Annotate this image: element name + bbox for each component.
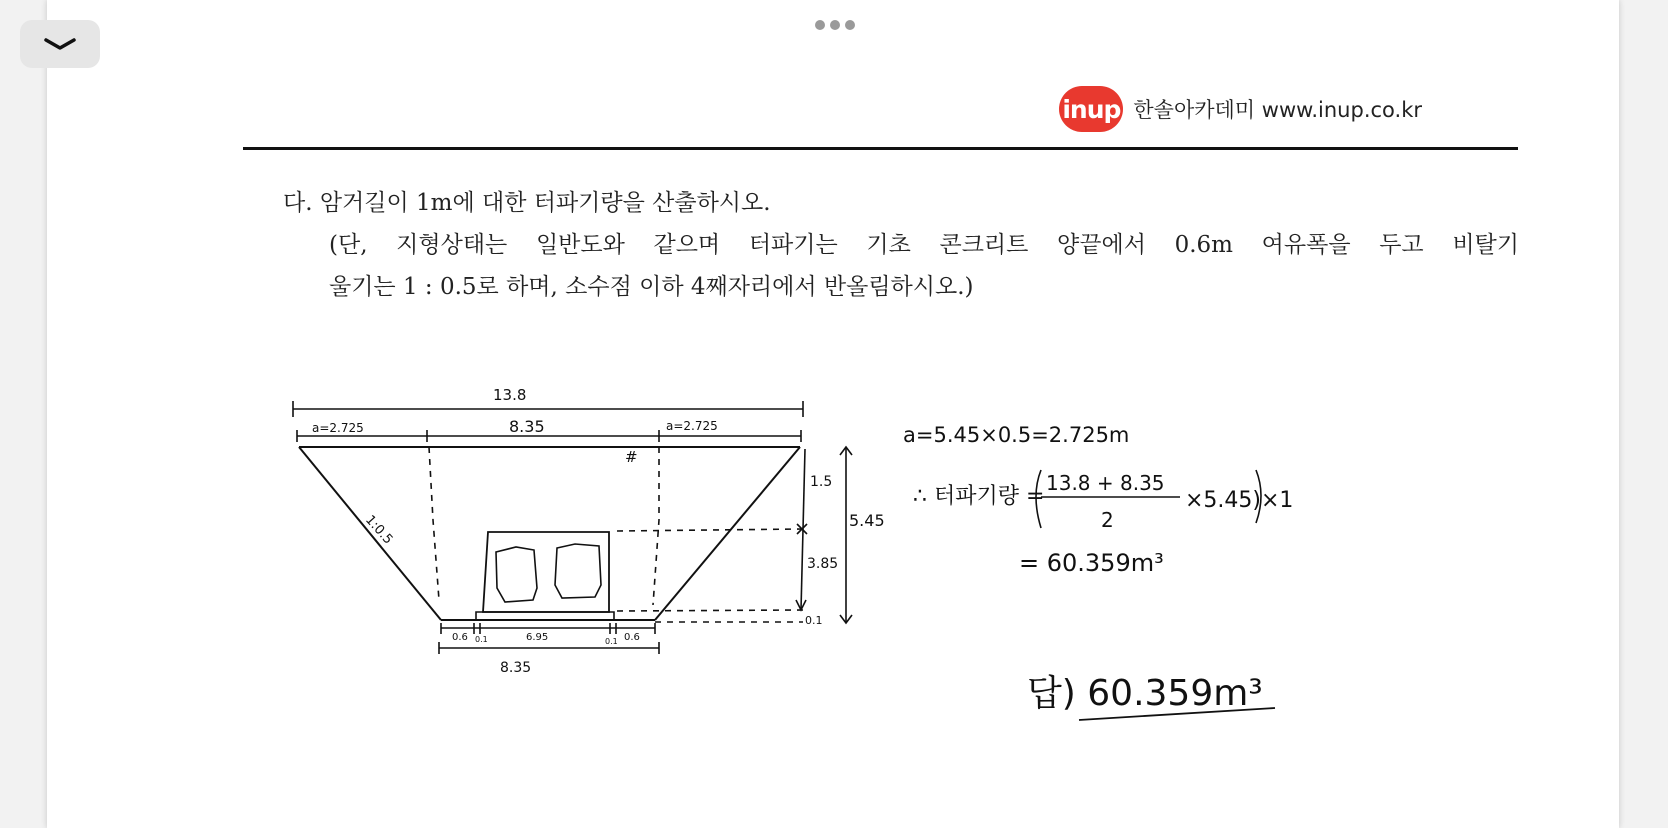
bottom-6.95-label: 6.95: [526, 632, 549, 643]
middle-width-label: 8.35: [509, 417, 545, 436]
inup-logo: inup: [1059, 86, 1123, 132]
more-options-button[interactable]: [810, 16, 860, 34]
solution-line2-suffix: ×5.45)×1: [1185, 488, 1294, 513]
bottom-0.6-right-label: 0.6: [624, 632, 640, 643]
question-condition-line1: (단, 지형상태는 일반도와 같으며 터파기는 기초 콘크리트 양끝에서 0.6m 여유폭을 두고 비탈기: [329, 232, 1519, 258]
dim-total-label: 5.45: [849, 511, 885, 530]
more-dots-icon: [845, 20, 855, 30]
bottom-0.6-left-label: 0.6: [452, 632, 468, 643]
bottom-0.1-right-label: 0.1: [605, 637, 618, 646]
dim-upper-label: 1.5: [810, 474, 833, 490]
chevron-down-icon: [43, 37, 77, 51]
solution-line2-prefix: ∴ 터파기량 =: [913, 484, 1045, 509]
excavation-diagram: [47, 0, 1619, 828]
collapse-button[interactable]: [20, 20, 100, 68]
dim-bottom-label: 0.1: [805, 614, 823, 627]
slope-a-right-label: a=2.725: [666, 419, 718, 433]
question-title: 다. 암거길이 1m에 대한 터파기량을 산출하시오.: [283, 190, 771, 216]
solution-line3: = 60.359m³: [1019, 549, 1164, 577]
fraction-denominator: 2: [1101, 508, 1114, 532]
final-answer: 답) 60.359m³: [1027, 673, 1263, 714]
question-condition-line2: 울기는 1 : 0.5로 하며, 소수점 이하 4째자리에서 반올림하시오.): [329, 274, 974, 300]
bottom-0.1-left-label: 0.1: [475, 635, 488, 644]
top-width-label: 13.8: [493, 386, 527, 404]
slope-ratio-label: 1:0.5: [362, 512, 396, 548]
fraction-numerator: 13.8 + 8.35: [1046, 471, 1165, 495]
solution-line1: a=5.45×0.5=2.725m: [903, 423, 1130, 447]
brand-text: 한솔아카데미 www.inup.co.kr: [1133, 98, 1422, 122]
mark-label: #: [625, 448, 638, 466]
dim-mid-label: 3.85: [807, 556, 839, 572]
more-dots-icon: [815, 20, 825, 30]
bottom-width-label: 8.35: [500, 660, 532, 676]
document-page: [47, 0, 1619, 828]
more-dots-icon: [830, 20, 840, 30]
slope-a-left-label: a=2.725: [312, 421, 364, 435]
